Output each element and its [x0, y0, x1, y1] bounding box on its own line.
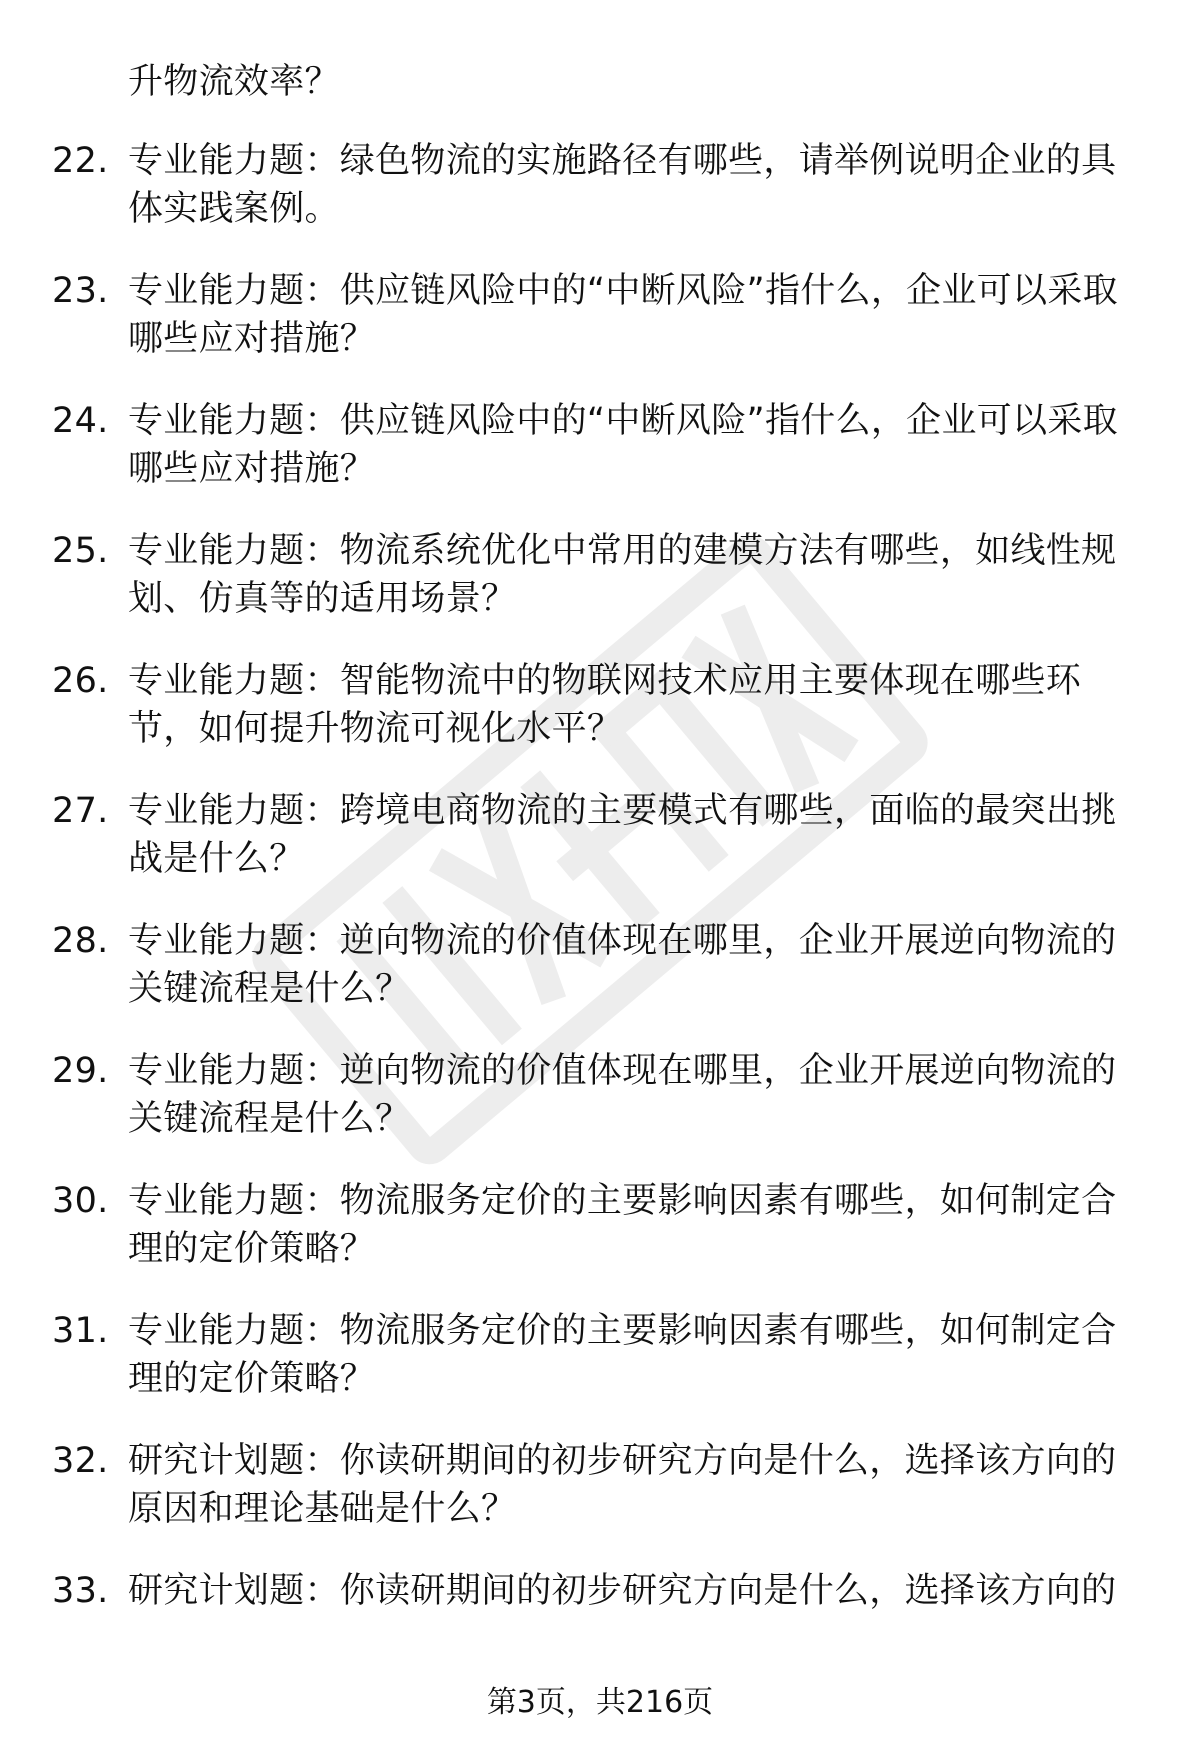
item-text: 专业能力题：智能物流中的物联网技术应用主要体现在哪些环节，如何提升物流可视化水平？ [128, 660, 1082, 749]
item-text: 专业能力题：物流服务定价的主要影响因素有哪些，如何制定合理的定价策略？ [128, 1310, 1117, 1399]
item-number: 24. [52, 400, 109, 441]
item-text: 研究计划题：你读研期间的初步研究方向是什么，选择该方向的 [128, 1570, 1117, 1611]
item-text: 研究计划题：你读研期间的初步研究方向是什么，选择该方向的原因和理论基础是什么？ [128, 1440, 1117, 1529]
page-number-footer: 第3页，共216页 [486, 1685, 714, 1720]
item-text: 专业能力题：逆向物流的价值体现在哪里，企业开展逆向物流的关键流程是什么？ [128, 920, 1117, 1009]
list-item [52, 267, 1142, 364]
item-number: 33. [52, 1570, 109, 1611]
item-text: 专业能力题：物流服务定价的主要影响因素有哪些，如何制定合理的定价策略？ [128, 1180, 1117, 1269]
item-text: 专业能力题：跨境电商物流的主要模式有哪些，面临的最突出挑战是什么？ [128, 790, 1117, 879]
list-item [52, 1047, 1142, 1144]
list-item [52, 917, 1142, 1014]
list-item [52, 1307, 1142, 1404]
item-number: 26. [52, 660, 109, 701]
item-number: 22. [52, 140, 109, 181]
item-number: 29. [52, 1050, 109, 1091]
list-item [52, 787, 1142, 884]
item-number: 31. [52, 1310, 109, 1351]
item-number: 23. [52, 270, 109, 311]
item-number: 30. [52, 1180, 109, 1221]
item-text: 专业能力题：供应链风险中的“中断风险”指什么，企业可以采取哪些应对措施？ [128, 270, 1118, 359]
item-number: 32. [52, 1440, 109, 1481]
list-item [52, 1437, 1142, 1534]
item-text: 专业能力题：绿色物流的实施路径有哪些，请举例说明企业的具体实践案例。 [128, 140, 1117, 229]
list-item [52, 397, 1142, 494]
question-list [52, 58, 1142, 1648]
item-number: 27. [52, 790, 109, 831]
list-item [52, 1177, 1142, 1274]
item-text: 专业能力题：逆向物流的价值体现在哪里，企业开展逆向物流的关键流程是什么？ [128, 1050, 1117, 1139]
list-item [52, 137, 1142, 234]
list-item [52, 58, 1142, 107]
item-text: 专业能力题：供应链风险中的“中断风险”指什么，企业可以采取哪些应对措施？ [128, 400, 1118, 489]
item-text: 专业能力题：物流系统优化中常用的建模方法有哪些，如线性规划、仿真等的适用场景？ [128, 530, 1117, 619]
item-text: 升物流效率？ [128, 62, 340, 102]
list-item [52, 1567, 1142, 1616]
list-item [52, 657, 1142, 754]
list-item [52, 527, 1142, 624]
item-number: 28. [52, 920, 109, 961]
item-number: 25. [52, 530, 109, 571]
